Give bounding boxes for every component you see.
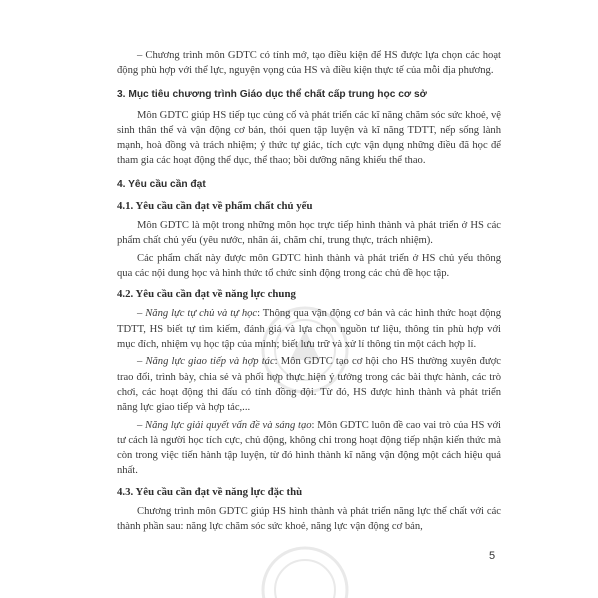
section-4-1-heading: 4.1. Yêu cầu cần đạt về phẩm chất chủ yếu <box>117 199 313 212</box>
competency-lead: – Năng lực giải quyết vấn đề và sáng tạo <box>137 419 312 431</box>
page-number: 5 <box>489 550 496 562</box>
competency-text: : Thông qua vận động cơ bản và các hình thức hoạt động TDTT, HS biết tự tìm kiếm, đánh giá và lựa chọn nguồn tư liệu, thông tin phù hợp với mục đích, nhiệm vụ học tập của mình; biết lưu trữ và xử lí thông tin một cách hợp lí. <box>117 308 501 350</box>
competency-item-problem-solving <box>117 418 501 479</box>
competency-item-self-study <box>117 306 501 352</box>
section-4-2-heading: 4.2. Yêu cầu cần đạt về năng lực chung <box>117 288 296 301</box>
section-4-3-paragraph-1: Chương trình môn GDTC giúp HS hình thành và phát triển năng lực thể chất với các thành phần sau: năng lực chăm sóc sức khoẻ, năng lực vận động cơ bản, <box>117 505 501 532</box>
section-4-1-paragraph-2: Các phẩm chất này được môn GDTC hình thành và phát triển ở HS chủ yếu thông qua các nội dung học và hình thức tổ chức sinh động trong các chủ đề học tập. <box>117 252 501 279</box>
section-3-body: Môn GDTC giúp HS tiếp tục củng cố và phát triển các kĩ năng chăm sóc sức khoẻ, vệ sinh thân thể và vận động cơ bản, thói quen tập luyện và kĩ năng TDTT, nếp sống lành mạnh, hoà đồng và trách nhiệm; ý thức tự giác, tích cực vận dụng những điều đã học để tham gia các hoạt động thể dục, thể thao; bồi dưỡng năng khiếu thể thao. <box>117 109 501 167</box>
competency-lead: – Năng lực giao tiếp và hợp tác <box>137 356 275 368</box>
section-3-heading: 3. Mục tiêu chương trình Giáo dục thể chất cấp trung học cơ sở <box>117 89 427 101</box>
competency-lead: – Năng lực tự chủ và tự học <box>137 308 258 320</box>
section-4-heading: 4. Yêu cầu cần đạt <box>117 179 206 191</box>
competency-text: : Môn GDTC tạo cơ hội cho HS thường xuyên được trao đổi, trình bày, chia sẻ và phối hợp thực hiện ý tưởng trong các bài thực hành, các trò chơi, các hoạt động thi đấu có tính đồng đội. Từ đó, HS được hình thành và phát triển năng lực giao tiếp và hợp tác,... <box>117 356 502 414</box>
section-4-1-paragraph-1: Môn GDTC là một trong những môn học trực tiếp hình thành và phát triển ở HS các phẩm chất chủ yếu (yêu nước, nhân ái, chăm chỉ, trung thực, trách nhiệm). <box>117 219 501 247</box>
page-content <box>117 48 501 537</box>
competency-text: : Môn GDTC luôn đề cao vai trò của HS với tư cách là người học tích cực, chủ động, không chỉ trong hoạt động tiếp nhận kiến thức mà còn trong việc tiến hành tập luyện, từ đó hình thành kĩ năng vận động một cách hiệu quả nhất. <box>117 419 502 477</box>
section-4-3-heading: 4.3. Yêu cầu cần đạt về năng lực đặc thù <box>117 485 303 498</box>
intro-paragraph: – Chương trình môn GDTC có tính mở, tạo điều kiện để HS được lựa chọn các hoạt động phù hợp với thể lực, nguyện vọng của HS và điều kiện thực tế của mỗi địa phương. <box>117 50 501 77</box>
watermark-logo-bottom <box>255 540 355 598</box>
competency-item-communication <box>117 354 501 415</box>
